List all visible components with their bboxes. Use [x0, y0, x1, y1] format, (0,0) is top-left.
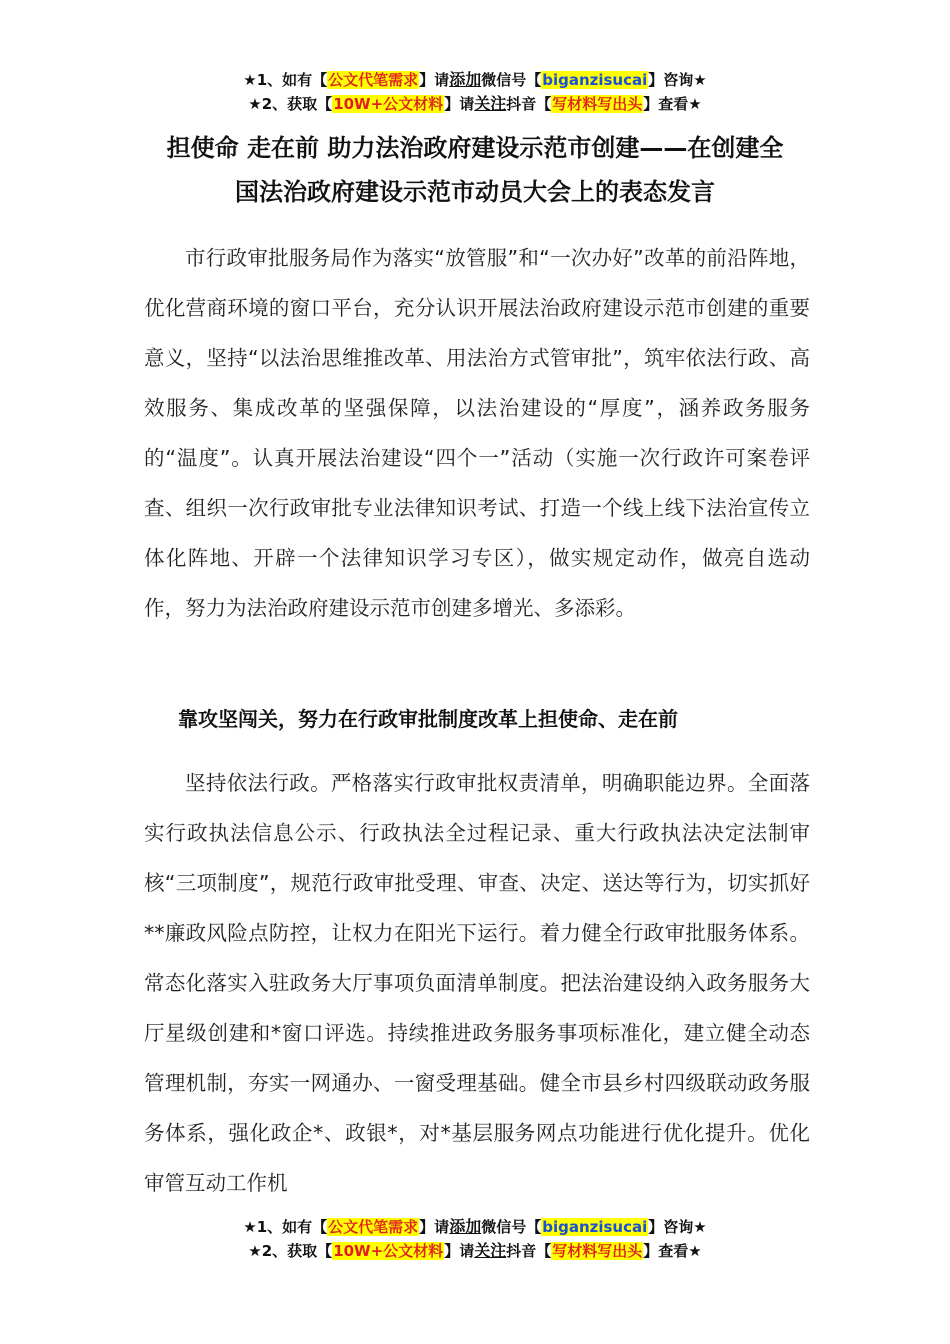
promo-text: ★2、获取【	[248, 1242, 333, 1260]
promo-highlight: 10W+公文材料	[333, 1242, 444, 1260]
promo-text: ★1、如有【	[243, 1218, 328, 1236]
douyin-id-highlight: 写材料写出头	[552, 95, 643, 113]
promo-text: 】请	[419, 1218, 450, 1236]
top-promo-banner	[0, 68, 950, 116]
section-heading-1: 靠攻坚闯关，努力在行政审批制度改革上担使命、走在前	[178, 707, 678, 731]
promo-text: ★1、如有【	[243, 71, 328, 89]
bottom-promo-banner	[0, 1215, 950, 1263]
promo-line-2	[0, 1239, 950, 1263]
promo-text: 微信号【	[481, 1218, 542, 1236]
promo-text: 】请	[444, 95, 475, 113]
body-paragraph-2: 坚持依法行政。严格落实行政审批权责清单，明确职能边界。全面落实行政执法信息公示、行政执法全过程记录、重大行政执法决定法制审核“三项制度”，规范行政审批受理、审查、决定、送达等行为，切实抓好**廉政风险点防控，让权力在阳光下运行。着力健全行政审批服务体系。常态化落实入驻政务大厅事项负面清单制度。把法治建设纳入政务服务大厅星级创建和*窗口评选。持续推进政务服务事项标准化，建立健全动态管理机制，夯实一网通办、一窗受理基础。健全市县乡村四级联动政务服务体系，强化政企*、政银*，对*基层服务网点功能进行优化提升。优化审管互动工作机	[144, 771, 810, 1195]
promo-emphasis: 关注	[474, 1241, 507, 1260]
promo-text: 】查看★	[643, 1242, 702, 1260]
promo-text: 】请	[419, 71, 450, 89]
promo-highlight: 公文代笔需求	[328, 1218, 419, 1236]
promo-line-1	[0, 1215, 950, 1239]
document-title-line-2: 国法治政府建设示范市动员大会上的表态发言	[235, 178, 715, 206]
promo-emphasis: 添加	[449, 70, 482, 89]
promo-text: 】咨询★	[648, 71, 707, 89]
promo-line-1	[0, 68, 950, 92]
promo-text: 抖音【	[506, 1242, 552, 1260]
promo-text: 】咨询★	[648, 1218, 707, 1236]
promo-line-2	[0, 92, 950, 116]
wechat-id-highlight: biganzisucai	[542, 1218, 648, 1236]
wechat-id-highlight: biganzisucai	[542, 71, 648, 89]
promo-emphasis: 添加	[449, 1217, 482, 1236]
promo-text: 】查看★	[643, 95, 702, 113]
promo-emphasis: 关注	[474, 94, 507, 113]
promo-highlight: 公文代笔需求	[328, 71, 419, 89]
douyin-id-highlight: 写材料写出头	[552, 1242, 643, 1260]
promo-text: 抖音【	[506, 95, 552, 113]
promo-text: 微信号【	[481, 71, 542, 89]
body-paragraph-1: 市行政审批服务局作为落实“放管服”和“一次办好”改革的前沿阵地，优化营商环境的窗口平台，充分认识开展法治政府建设示范市创建的重要意义，坚持“以法治思维推改革、用法治方式管审批”，筑牢依法行政、高效服务、集成改革的坚强保障，以法治建设的“厚度”，涵养政务服务的“温度”。认真开展法治建设“四个一”活动（实施一次行政许可案卷评查、组织一次行政审批专业法律知识考试、打造一个线上线下法治宣传立体化阵地、开辟一个法律知识学习专区），做实规定动作，做亮自选动作，努力为法治政府建设示范市创建多增光、多添彩。	[144, 246, 810, 620]
document-title-line-1: 担使命 走在前 助力法治政府建设示范市创建——在创建全	[166, 134, 784, 162]
promo-highlight: 10W+公文材料	[333, 95, 444, 113]
promo-text: ★2、获取【	[248, 95, 333, 113]
promo-text: 】请	[444, 1242, 475, 1260]
document-title	[120, 126, 830, 214]
